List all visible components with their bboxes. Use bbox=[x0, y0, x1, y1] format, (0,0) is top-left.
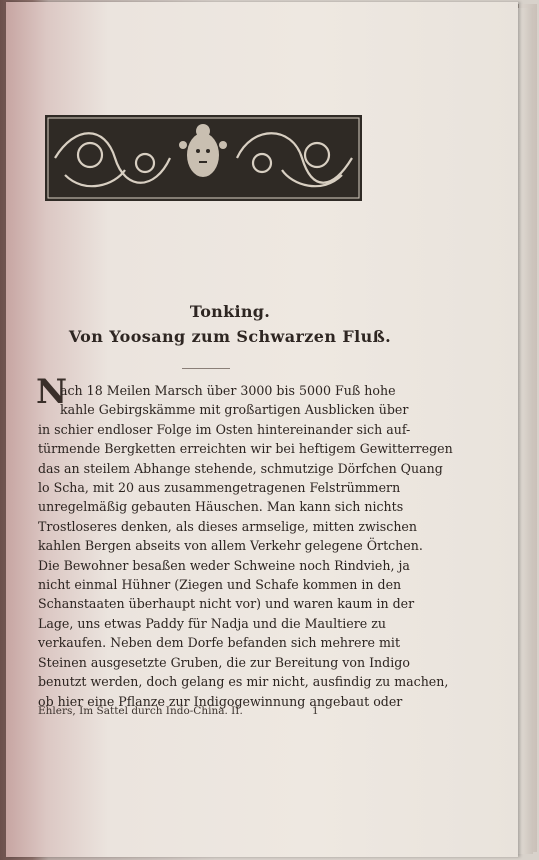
text-line: kahlen Bergen abseits von allem Verkehr gelegene Örtchen. bbox=[38, 538, 423, 554]
text-line: das an steilem Abhange stehende, schmutzige Dörfchen Quang bbox=[38, 460, 443, 476]
text-line: ach 18 Meilen Marsch über 3000 bis 5000 Fuß hohe bbox=[60, 383, 396, 398]
body-paragraph bbox=[38, 381, 453, 711]
chapter-subtitle: Von Yoosang zum Schwarzen Fluß. bbox=[68, 327, 392, 346]
text-line: Steinen ausgesetzte Gruben, die zur Bereitung von Indigo bbox=[38, 654, 410, 670]
text-line: Die Bewohner besaßen weder Schweine noch Rindvieh, ja bbox=[38, 557, 410, 573]
signature-mark: Ehlers, Im Sattel durch Indo-China. II. bbox=[38, 705, 243, 717]
page-number: 1 bbox=[312, 705, 319, 717]
text-line: verkaufen. Neben dem Dorfe befanden sich mehrere mit bbox=[38, 635, 401, 651]
text-line: Schanstaaten überhaupt nicht vor) und waren kaum in der bbox=[38, 596, 415, 612]
text-line: Lage, uns etwas Paddy für Nadja und die Maultiere zu bbox=[38, 615, 386, 631]
title-divider bbox=[182, 368, 230, 369]
text-line: ob hier eine Pflanze zur Indigogewinnung angebaut oder bbox=[38, 693, 403, 709]
text-line: nicht einmal Hühner (Ziegen und Schafe kommen in den bbox=[38, 577, 402, 593]
drop-cap: N bbox=[36, 372, 68, 412]
ornamental-headpiece bbox=[45, 115, 362, 201]
text-line: lo Scha, mit 20 aus zusammengetragenen Felstrümmern bbox=[38, 480, 401, 496]
text-line: kahle Gebirgskämme mit großartigen Ausblicken über bbox=[60, 402, 409, 418]
chapter-title: Tonking. bbox=[189, 302, 271, 321]
text-line: Trostloseres denken, als dieses armselige, mitten zwischen bbox=[38, 518, 417, 534]
text-line: unregelmäßig gebauten Häuschen. Man kann sich nichts bbox=[38, 499, 404, 515]
text-line: benutzt werden, doch gelang es mir nicht, ausfindig zu machen, bbox=[38, 674, 449, 690]
text-line: in schier endloser Folge im Osten hintereinander sich auf- bbox=[38, 421, 411, 437]
text-line: türmende Bergketten erreichten wir bei heftigem Gewitterregen bbox=[38, 441, 453, 457]
